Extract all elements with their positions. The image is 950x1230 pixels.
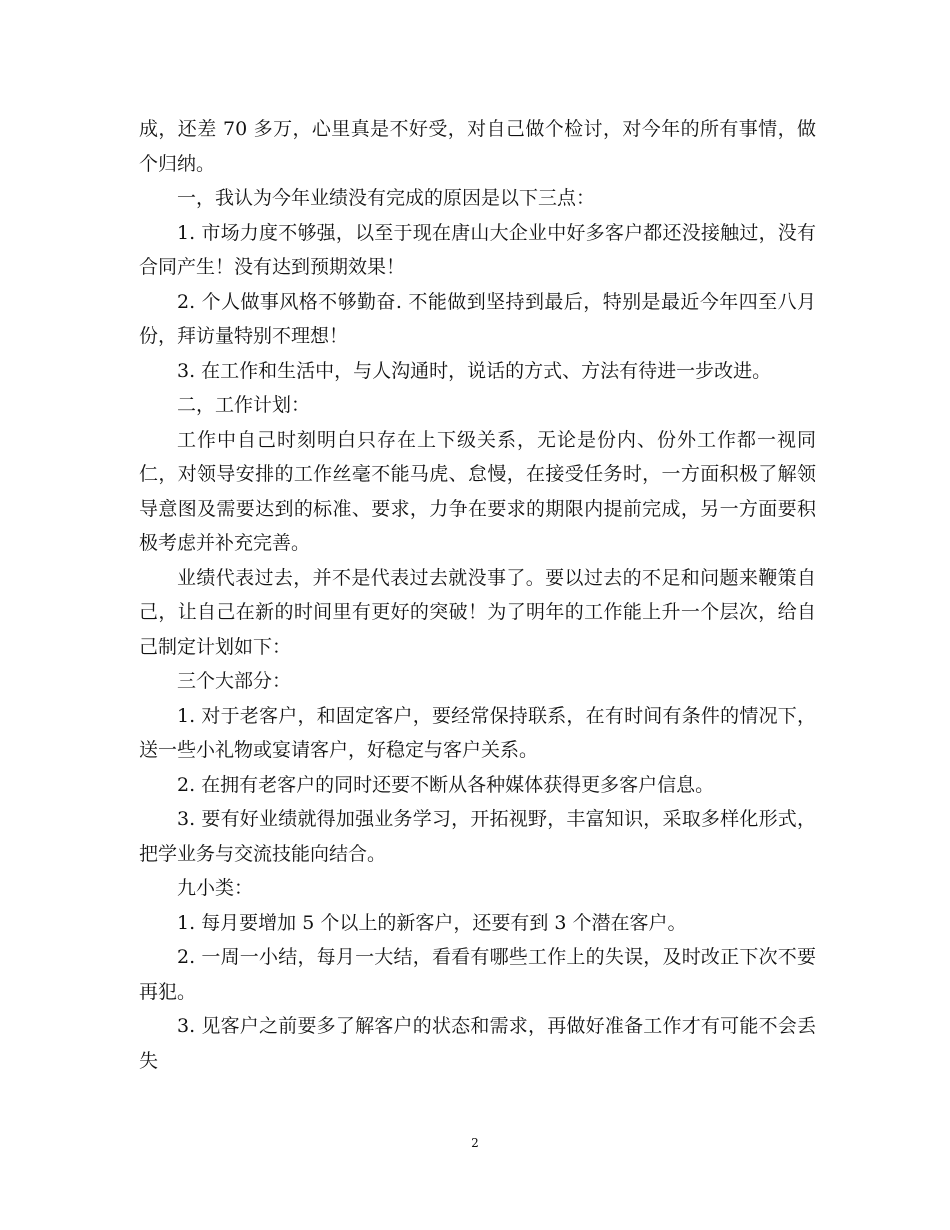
paragraph: 1. 每月要增加 5 个以上的新客户，还要有到 3 个潜在客户。: [177, 911, 687, 934]
paragraph: 一，我认为今年业绩没有完成的原因是以下三点：: [177, 187, 596, 209]
paragraph: 二，工作计划：: [177, 394, 311, 416]
paragraph: 成，还差 70 多万，心里真是不好受，对自己做个检讨，对今年的所有事情，做个归纳。: [139, 118, 816, 175]
paragraph: 1. 对于老客户，和固定客户，要经常保持联系，在有时间有条件的情况下，送一些小礼物或宴请客户，好稳定与客户关系。: [139, 704, 816, 761]
paragraph: 业绩代表过去，并不是代表过去就没事了。要以过去的不足和问题来鞭策自己，让自己在新的时间里有更好的突破！为了明年的工作能上升一个层次，给自己制定计划如下：: [139, 566, 816, 658]
body-text: [139, 112, 816, 1078]
paragraph: 三个大部分：: [177, 670, 292, 692]
paragraph: 3. 见客户之前要多了解客户的状态和需求，再做好准备工作才有可能不会丢失: [139, 1015, 816, 1072]
paragraph: 工作中自己时刻明白只存在上下级关系，无论是份内、份外工作都一视同仁，对领导安排的工作丝毫不能马虎、怠慢，在接受任务时，一方面积极了解领导意图及需要达到的标准、要求，力争在要求的期限内提前完成，另一方面要积极考虑并补充完善。: [139, 428, 816, 554]
paragraph: 2. 一周一小结，每月一大结，看看有哪些工作上的失误，及时改正下次不要再犯。: [139, 946, 816, 1003]
paragraph: 3. 要有好业绩就得加强业务学习，开拓视野，丰富知识，采取多样化形式，把学业务与交流技能向结合。: [139, 808, 816, 865]
paragraph: 九小类：: [177, 877, 254, 899]
page-number: 2: [471, 1136, 479, 1150]
paragraph: 2. 个人做事风格不够勤奋. 不能做到坚持到最后，特别是最近今年四至八月份，拜访量特别不理想！: [139, 290, 816, 347]
paragraph: 1. 市场力度不够强，以至于现在唐山大企业中好多客户都还没接触过，没有合同产生！没有达到预期效果！: [139, 221, 816, 278]
paragraph: 3. 在工作和生活中，与人沟通时，说话的方式、方法有待进一步改进。: [177, 359, 772, 382]
paragraph: 2. 在拥有老客户的同时还要不断从各种媒体获得更多客户信息。: [177, 773, 715, 796]
